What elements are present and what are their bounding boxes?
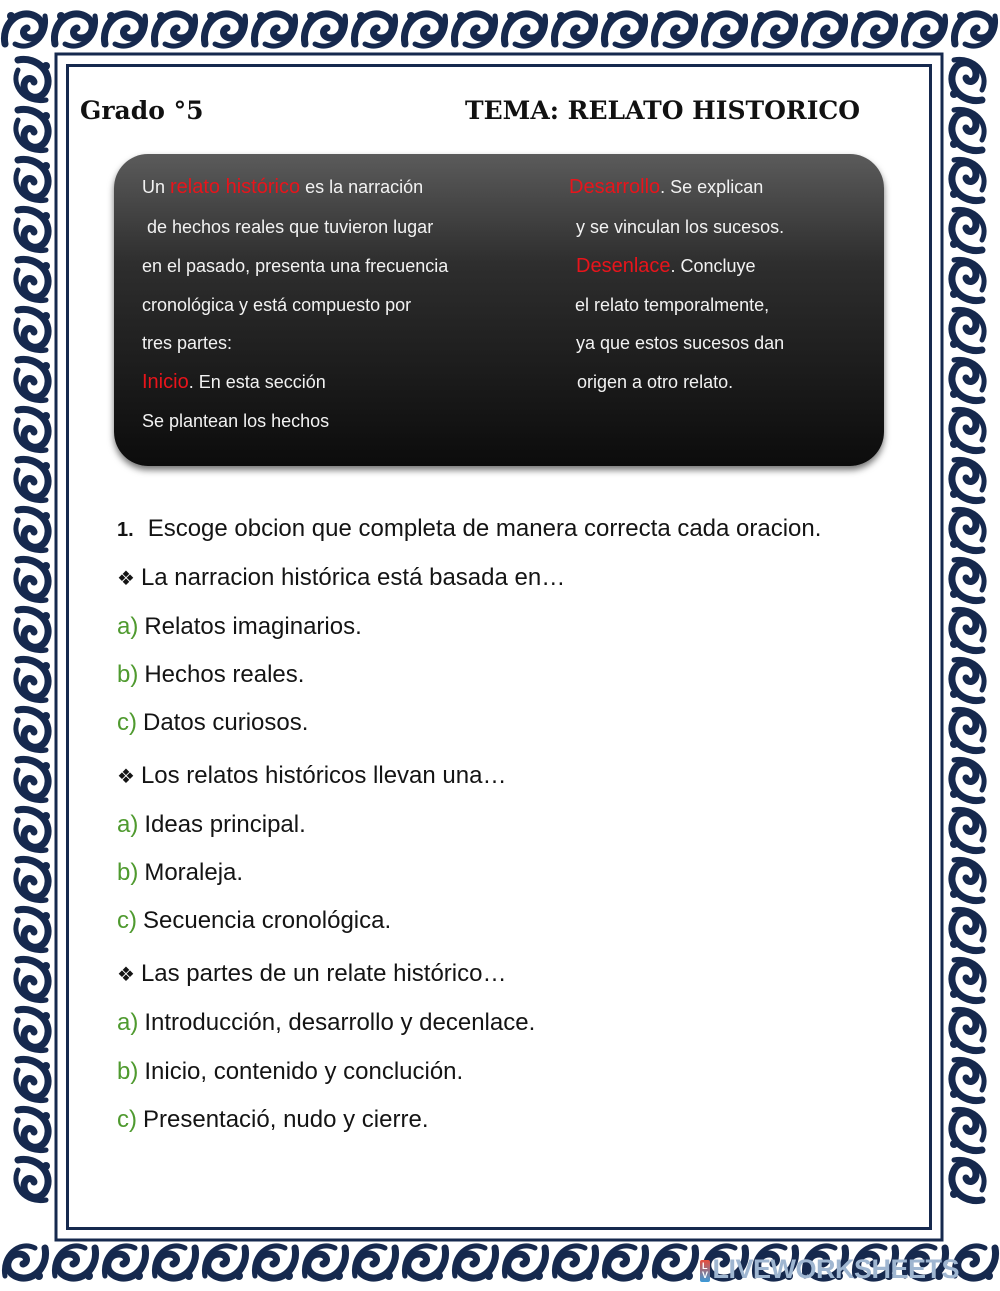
info-line: cronológica y está compuesto por [142, 295, 412, 315]
question-prompt: ❖ Los relatos históricos llevan una… [117, 762, 507, 789]
info-line: de hechos reales que tuvieron lugar [142, 217, 434, 237]
answer-option[interactable]: c) Datos curiosos. [117, 709, 309, 736]
info-line: el relato temporalmente, [575, 295, 770, 315]
answer-option[interactable]: a) Relatos imaginarios. [117, 613, 362, 640]
info-line: en el pasado, presenta una frecuencia [142, 256, 449, 276]
question-prompt: ❖ Las partes de un relate histórico… [117, 960, 507, 987]
info-line: Desenlace. Concluye [576, 255, 756, 277]
info-line: Inicio. En esta sección [142, 371, 326, 393]
answer-option[interactable]: a) Introducción, desarrollo y decenlace. [117, 1009, 536, 1036]
answer-option[interactable]: b) Inicio, contenido y conclución. [117, 1058, 464, 1085]
info-line: Un relato histórico es la narración [142, 176, 424, 198]
bullet-diamond-icon: ❖ [117, 766, 135, 788]
bullet-diamond-icon: ❖ [117, 964, 135, 986]
info-line: y se vinculan los sucesos. [571, 217, 785, 237]
liveworksheets-logo: L V LIVEWORKSHEETS [702, 1254, 960, 1284]
answer-option[interactable]: b) Moraleja. [117, 859, 244, 886]
exercise-instruction: 1. Escoge obcion que completa de manera correcta cada oracion. [117, 515, 822, 542]
info-box [114, 154, 884, 466]
grade-label: Grado °5 [80, 96, 204, 125]
info-line: tres partes: [142, 333, 233, 353]
question-prompt: ❖ La narracion histórica está basada en… [117, 564, 566, 591]
info-line: ya que estos sucesos dan [576, 333, 785, 353]
logo-badge-icon: L V [702, 1260, 708, 1280]
bullet-diamond-icon: ❖ [117, 568, 135, 590]
answer-option[interactable]: b) Hechos reales. [117, 661, 305, 688]
answer-option[interactable]: a) Ideas principal. [117, 811, 306, 838]
topic-title: TEMA: RELATO HISTORICO [465, 96, 861, 125]
info-line: Se plantean los hechos [142, 411, 330, 431]
answer-option[interactable]: c) Presentació, nudo y cierre. [117, 1106, 429, 1133]
info-line: origen a otro relato. [577, 372, 734, 392]
answer-option[interactable]: c) Secuencia cronológica. [117, 907, 392, 934]
info-line: Desarrollo. Se explican [569, 176, 764, 198]
